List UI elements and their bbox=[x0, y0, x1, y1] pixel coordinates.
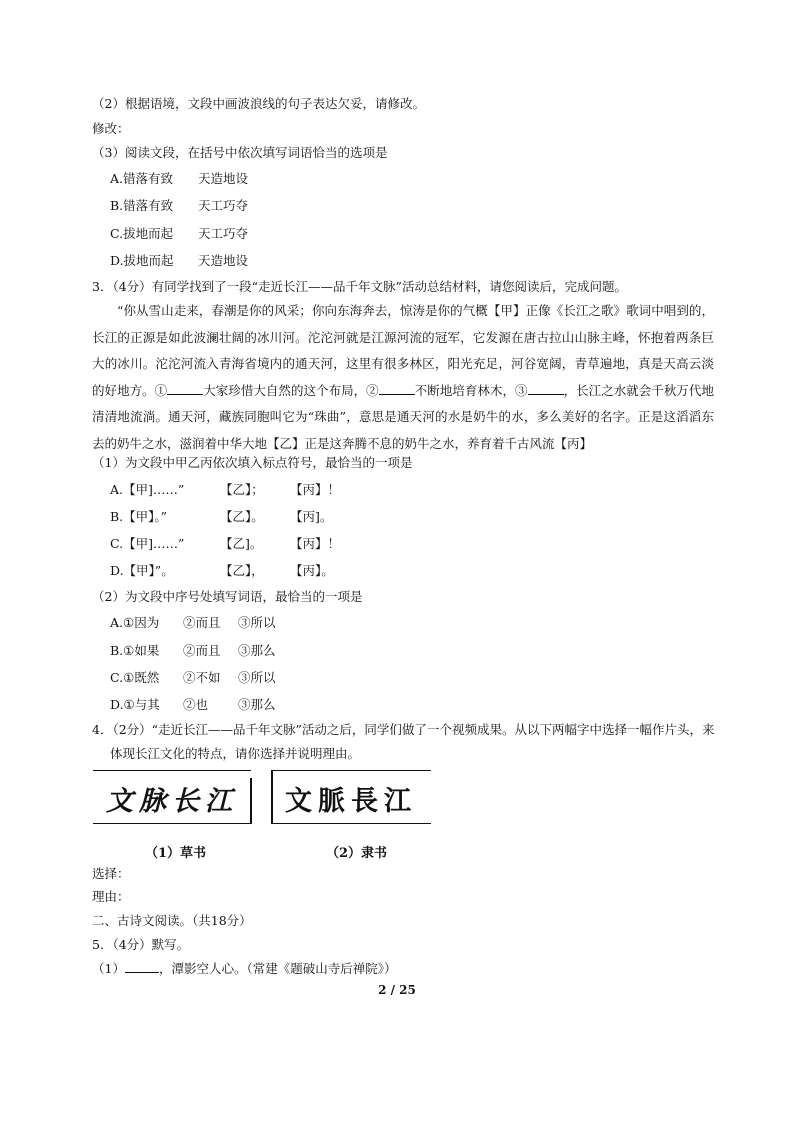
section-heading: 二、古诗文阅读。（共18分） bbox=[92, 913, 252, 928]
caption-clerical: （2）隶书 bbox=[326, 846, 388, 861]
q3-1-option-d-3: 【丙】。 bbox=[290, 563, 334, 578]
q3-1-option-b-2: 【乙】。 bbox=[220, 509, 264, 524]
calligraphy-clerical-text: 文脈長江 bbox=[285, 786, 417, 817]
page-number: 2 / 25 bbox=[378, 983, 416, 997]
q2-sub3-text: （3）阅读文段，在括号中依次填写词语恰当的选项是 bbox=[92, 145, 388, 160]
q3-1-option-c-2: 【乙]。 bbox=[220, 536, 263, 551]
q2-option-a-2: 天造地设 bbox=[198, 171, 249, 186]
calligraphy-cursive-text: 文脉长江 bbox=[106, 786, 238, 817]
q3-2-option-a-2: ②而且 bbox=[183, 615, 221, 630]
q3-sub1-text: （1）为文段中甲乙丙依次填入标点符号，最恰当的一项是 bbox=[92, 455, 413, 470]
q2-option-c-2: 天工巧夺 bbox=[198, 226, 249, 241]
q3-2-option-c: C.①既然 bbox=[110, 670, 160, 685]
q3-sub2-text: （2）为文段中序号处填写词语，最恰当的一项是 bbox=[92, 589, 363, 604]
q3-1-option-c-3: 【丙】！ bbox=[290, 536, 341, 551]
blank-1 bbox=[167, 394, 203, 395]
q5-heading: 5．（4分）默写。 bbox=[92, 937, 190, 952]
q5-sub1-text: ，潭影空人心。（常建《题破山寺后禅院》） bbox=[158, 961, 397, 976]
q3-1-option-d: D.【甲】”。 bbox=[110, 563, 174, 578]
q3-2-option-b-2: ②而且 bbox=[183, 643, 221, 658]
q3-2-option-c-3: ③所以 bbox=[238, 670, 276, 685]
q4-choose-label: 选择： bbox=[92, 866, 130, 881]
q3-1-option-c: C.【甲]……” bbox=[110, 536, 185, 551]
blank-3 bbox=[528, 394, 564, 395]
q3-2-option-d: D.①与其 bbox=[110, 697, 160, 712]
q2-modify-label: 修改： bbox=[92, 121, 130, 136]
q3-passage bbox=[92, 298, 714, 457]
q3-1-option-d-2: 【乙】， bbox=[220, 563, 264, 578]
q4-heading-line1: 4．（2分）“走近长江——品千年文脉”活动之后，同学们做了一个视频成果。从以下两幅字中选择一幅作片头，来 bbox=[92, 722, 715, 737]
q5-sub1-prefix: （1） bbox=[92, 961, 125, 976]
q3-heading: 3．（4分）有同学找到了一段“走近长江——品千年文脉”活动总结材料，请您阅读后，完成问题。 bbox=[92, 279, 627, 294]
q2-option-b-2: 天工巧夺 bbox=[198, 198, 249, 213]
q3-passage-part4: ，长江之水就会千秋万代地清清地流淌。通天河，藏族同胞叫它为“珠曲”，意思是通天河的水是奶牛的水，多么美好的名字。正是这滔滔东去的奶牛之水，滋润着中华大地【乙】正是这奔腾不息的奶牛之水，养育着千古风流【丙】 bbox=[92, 382, 714, 451]
calligraphy-clerical-image bbox=[271, 770, 431, 824]
q2-option-d-2: 天造地设 bbox=[198, 253, 249, 268]
q3-passage-part2: 大家珍惜大自然的这个布局，② bbox=[203, 382, 379, 398]
q3-2-option-d-3: ③那么 bbox=[238, 697, 276, 712]
q2-sub2-text: （2）根据语境，文段中画波浪线的句子表达欠妥，请修改。 bbox=[92, 96, 425, 111]
q2-option-a: A.错落有致 bbox=[110, 171, 174, 186]
q3-2-option-d-2: ②也 bbox=[183, 697, 209, 712]
q2-option-d: D.拔地而起 bbox=[110, 253, 174, 268]
calligraphy-cursive-image bbox=[93, 770, 251, 824]
q2-option-b: B.错落有致 bbox=[110, 198, 174, 213]
calligraphy-divider bbox=[250, 778, 252, 824]
q3-2-option-a-3: ③所以 bbox=[238, 615, 276, 630]
q2-option-c: C.拔地而起 bbox=[110, 226, 174, 241]
q3-passage-part1: “你从雪山走来，春潮是你的风采；你向东海奔去，惊涛是你的气概【甲】正像《长江之歌》歌词中唱到的，长江的正源是如此波澜壮阔的冰川河。沱沱河就是江源河流的冠军，它发源在唐古拉山山脉主峰，怀抱着两条巨大的冰川。沱沱河流入青海省境内的通天河，这里有很多林区，阳光充足，河谷宽阔，青草遍地，真是天高云淡的好地方。① bbox=[92, 303, 714, 398]
q3-passage-part3: 不断地培育林木，③ bbox=[414, 382, 528, 398]
q3-2-option-a: A.①因为 bbox=[110, 615, 160, 630]
q3-2-option-b: B.①如果 bbox=[110, 643, 160, 658]
q5-sub1 bbox=[92, 961, 396, 977]
q3-1-option-a-3: 【丙】！ bbox=[290, 482, 341, 497]
blank-2 bbox=[379, 394, 415, 395]
q4-heading-line2: 体现长江文化的特点，请你选择并说明理由。 bbox=[110, 746, 361, 761]
q3-1-option-a: A.【甲]……” bbox=[110, 482, 185, 497]
calligraphy-box-edge bbox=[271, 770, 273, 824]
q3-1-option-b-3: 【丙]。 bbox=[290, 509, 333, 524]
q3-2-option-c-2: ②不如 bbox=[183, 670, 221, 685]
q5-blank bbox=[125, 972, 159, 973]
q4-reason-label: 理由： bbox=[92, 889, 130, 904]
caption-cursive: （1）草书 bbox=[145, 846, 207, 861]
q3-1-option-a-2: 【乙】； bbox=[220, 482, 264, 497]
q3-1-option-b: B.【甲】。” bbox=[110, 509, 168, 524]
q3-2-option-b-3: ③那么 bbox=[238, 643, 276, 658]
